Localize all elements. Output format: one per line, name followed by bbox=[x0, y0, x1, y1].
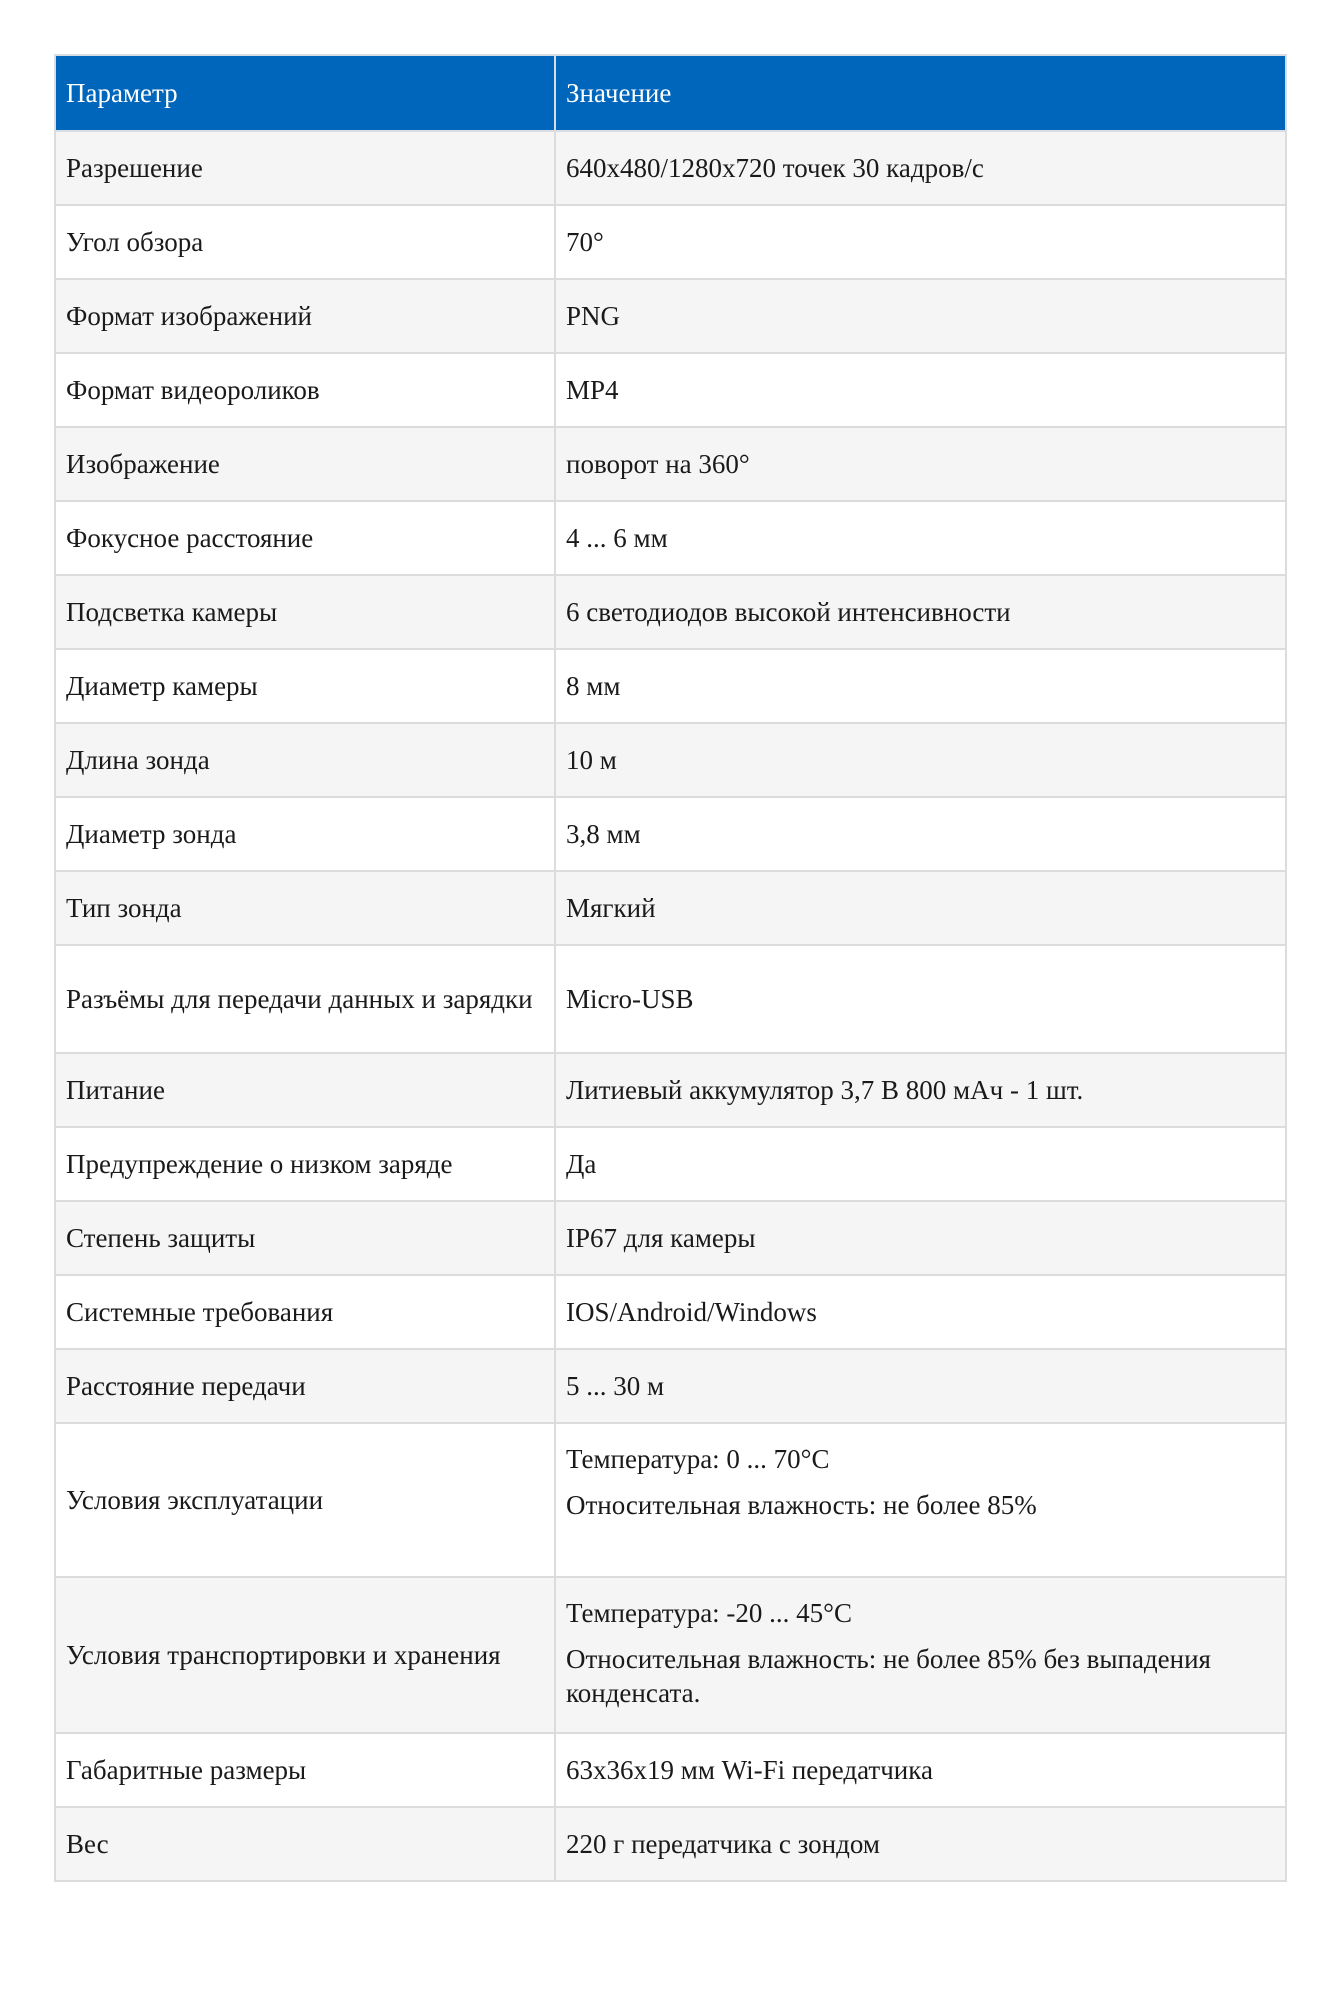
param-cell: Диаметр камеры bbox=[55, 649, 555, 723]
table-row bbox=[55, 1423, 1286, 1577]
value-line: Температура: -20 ... 45°C bbox=[566, 1598, 852, 1628]
value-line: 6 светодиодов высокой интенсивности bbox=[566, 597, 1011, 627]
param-cell: Степень защиты bbox=[55, 1201, 555, 1275]
value-cell bbox=[555, 353, 1286, 427]
value-cell bbox=[555, 575, 1286, 649]
value-cell bbox=[555, 1053, 1286, 1127]
param-cell: Изображение bbox=[55, 427, 555, 501]
table-row bbox=[55, 1349, 1286, 1423]
table-row bbox=[55, 353, 1286, 427]
value-cell bbox=[555, 1349, 1286, 1423]
value-cell bbox=[555, 205, 1286, 279]
param-cell: Тип зонда bbox=[55, 871, 555, 945]
value-cell bbox=[555, 945, 1286, 1053]
table-row bbox=[55, 945, 1286, 1053]
param-cell: Расстояние передачи bbox=[55, 1349, 555, 1423]
param-cell: Вес bbox=[55, 1807, 555, 1881]
value-line: Мягкий bbox=[566, 893, 656, 923]
table-row bbox=[55, 723, 1286, 797]
table-row bbox=[55, 501, 1286, 575]
value-line: 70° bbox=[566, 227, 604, 257]
value-line: 5 ... 30 м bbox=[566, 1371, 665, 1401]
value-line: Относительная влажность: не более 85% bbox=[566, 1490, 1037, 1520]
value-line: Micro-USB bbox=[566, 984, 694, 1014]
value-cell bbox=[555, 1807, 1286, 1881]
value-cell bbox=[555, 279, 1286, 353]
param-cell: Разрешение bbox=[55, 131, 555, 205]
value-line: 3,8 мм bbox=[566, 819, 641, 849]
value-line: 10 м bbox=[566, 745, 617, 775]
table-row bbox=[55, 427, 1286, 501]
param-cell: Угол обзора bbox=[55, 205, 555, 279]
table-row bbox=[55, 1127, 1286, 1201]
param-cell: Длина зонда bbox=[55, 723, 555, 797]
table-row bbox=[55, 1275, 1286, 1349]
value-line: IP67 для камеры bbox=[566, 1223, 756, 1253]
param-cell: Диаметр зонда bbox=[55, 797, 555, 871]
table-row bbox=[55, 1733, 1286, 1807]
table-body bbox=[55, 131, 1286, 1881]
value-line: 220 г передатчика с зондом bbox=[566, 1829, 880, 1859]
value-cell bbox=[555, 1127, 1286, 1201]
param-cell: Питание bbox=[55, 1053, 555, 1127]
value-line: 640x480/1280x720 точек 30 кадров/с bbox=[566, 153, 984, 183]
value-cell bbox=[555, 723, 1286, 797]
value-line: 63x36x19 мм Wi-Fi передатчика bbox=[566, 1755, 933, 1785]
param-cell: Предупреждение о низком заряде bbox=[55, 1127, 555, 1201]
value-cell bbox=[555, 871, 1286, 945]
param-cell: Подсветка камеры bbox=[55, 575, 555, 649]
value-line: 4 ... 6 мм bbox=[566, 523, 668, 553]
table-row bbox=[55, 1577, 1286, 1733]
value-cell bbox=[555, 131, 1286, 205]
table-row bbox=[55, 1053, 1286, 1127]
param-cell: Формат изображений bbox=[55, 279, 555, 353]
spec-table bbox=[54, 54, 1287, 1882]
table-row bbox=[55, 205, 1286, 279]
value-line: MP4 bbox=[566, 375, 619, 405]
table-row bbox=[55, 575, 1286, 649]
value-line: PNG bbox=[566, 301, 621, 331]
table-row bbox=[55, 279, 1286, 353]
table-row bbox=[55, 797, 1286, 871]
param-cell: Условия транспортировки и хранения bbox=[55, 1577, 555, 1733]
value-line: Литиевый аккумулятор 3,7 В 800 мАч - 1 шт. bbox=[566, 1075, 1084, 1105]
param-cell: Габаритные размеры bbox=[55, 1733, 555, 1807]
param-cell: Фокусное расстояние bbox=[55, 501, 555, 575]
header-value: Значение bbox=[555, 55, 1286, 131]
value-line: IOS/Android/Windows bbox=[566, 1297, 817, 1327]
table-row bbox=[55, 1807, 1286, 1881]
table-header bbox=[55, 55, 1286, 131]
param-cell: Разъёмы для передачи данных и зарядки bbox=[55, 945, 555, 1053]
header-row bbox=[55, 55, 1286, 131]
value-line: Да bbox=[566, 1149, 597, 1179]
value-cell bbox=[555, 1577, 1286, 1733]
table-row bbox=[55, 131, 1286, 205]
value-cell bbox=[555, 797, 1286, 871]
value-cell bbox=[555, 427, 1286, 501]
value-cell bbox=[555, 501, 1286, 575]
value-line: 8 мм bbox=[566, 671, 621, 701]
value-line: поворот на 360° bbox=[566, 449, 750, 479]
value-cell bbox=[555, 1423, 1286, 1577]
value-cell bbox=[555, 649, 1286, 723]
param-cell: Условия эксплуатации bbox=[55, 1423, 555, 1577]
param-cell: Формат видеороликов bbox=[55, 353, 555, 427]
table-row bbox=[55, 649, 1286, 723]
value-cell bbox=[555, 1201, 1286, 1275]
table-row bbox=[55, 1201, 1286, 1275]
value-cell bbox=[555, 1733, 1286, 1807]
value-cell bbox=[555, 1275, 1286, 1349]
value-line: Относительная влажность: не более 85% без выпадения конденсата. bbox=[566, 1644, 1211, 1708]
header-param: Параметр bbox=[55, 55, 555, 131]
param-cell: Системные требования bbox=[55, 1275, 555, 1349]
value-line: Температура: 0 ... 70°C bbox=[566, 1444, 830, 1474]
table-row bbox=[55, 871, 1286, 945]
